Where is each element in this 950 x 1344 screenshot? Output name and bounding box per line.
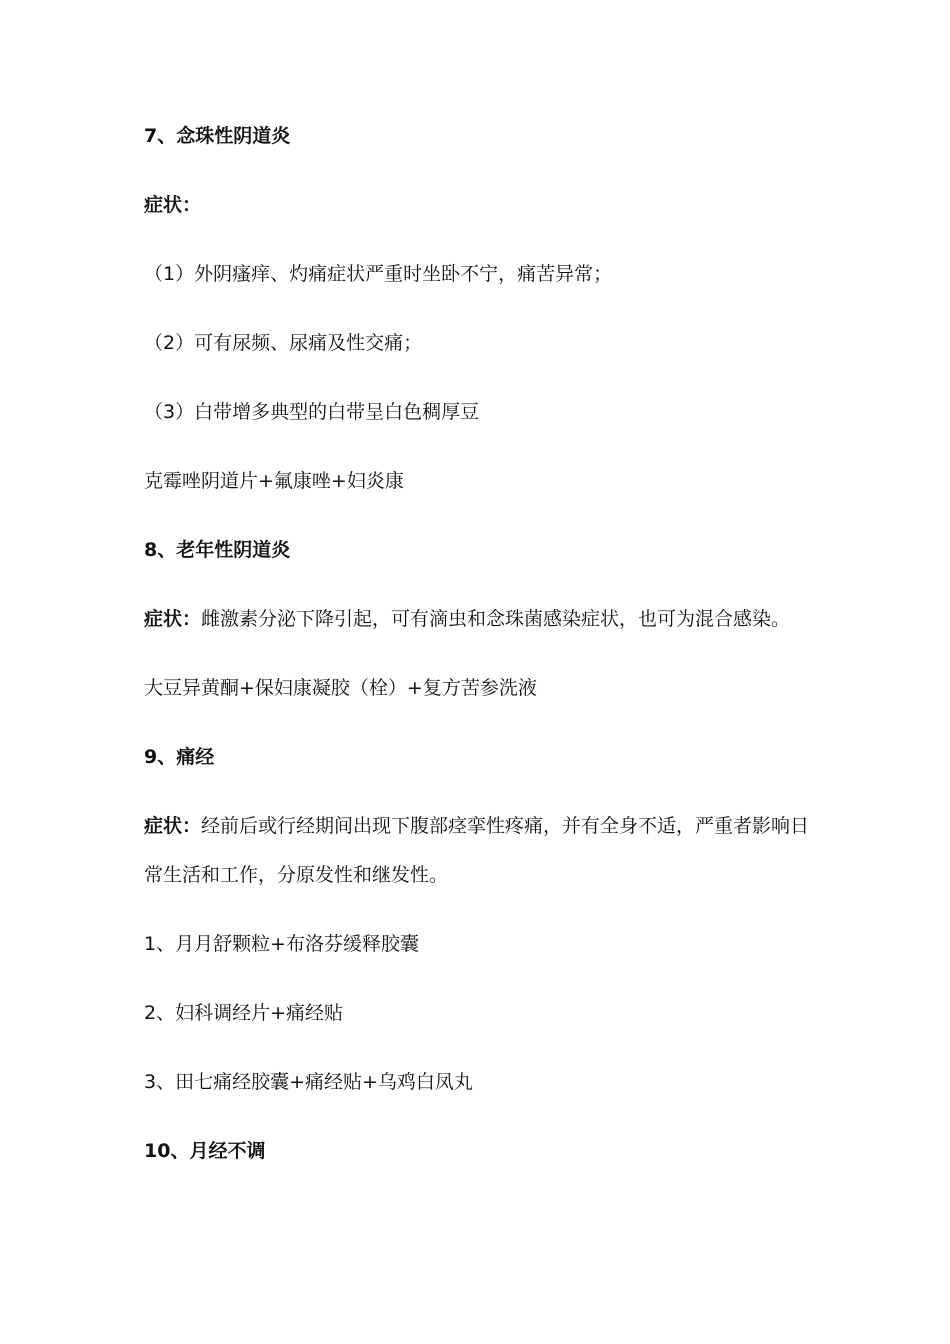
- section-7-heading: 7、念珠性阴道炎: [144, 125, 291, 147]
- section-7-symptom-item-3: （3）白带增多典型的白带呈白色稠厚豆: [144, 401, 480, 423]
- section-7-treatment: 克霉唑阴道片+氟康唑+妇炎康: [144, 470, 404, 492]
- section-10-heading: 10、月经不调: [144, 1140, 266, 1162]
- section-8-symptom-label: 症状：: [144, 608, 202, 630]
- section-9-symptom-text-1: 经前后或行经期间出现下腹部痉挛性疼痛，并有全身不适，严重者影响日: [201, 815, 810, 837]
- section-9-symptom-line-2: 常生活和工作，分原发性和继发性。: [144, 864, 449, 886]
- section-8-symptom: [144, 605, 824, 633]
- section-8-treatment: 大豆异黄酮+保妇康凝胶（栓）+复方苦参洗液: [144, 677, 537, 699]
- section-7-symptom-label: 症状：: [144, 194, 202, 216]
- section-9-symptom-line-1: [144, 812, 824, 840]
- section-7-symptom-item-1: （1）外阴瘙痒、灼痛症状严重时坐卧不宁，痛苦异常；: [144, 263, 613, 285]
- section-9-heading: 9、痛经: [144, 746, 215, 768]
- section-7-symptom-item-2: （2）可有尿频、尿痛及性交痛；: [144, 332, 423, 354]
- section-9-treatment-2: 2、妇科调经片+痛经贴: [144, 1002, 344, 1024]
- section-8-symptom-text: 雌激素分泌下降引起，可有滴虫和念珠菌感染症状，也可为混合感染。: [201, 608, 791, 630]
- section-9-symptom-label: 症状：: [144, 815, 202, 837]
- section-8-heading: 8、老年性阴道炎: [144, 539, 291, 561]
- section-9-treatment-1: 1、月月舒颗粒+布洛芬缓释胶囊: [144, 933, 420, 955]
- section-9-treatment-3: 3、田七痛经胶囊+痛经贴+乌鸡白凤丸: [144, 1071, 473, 1093]
